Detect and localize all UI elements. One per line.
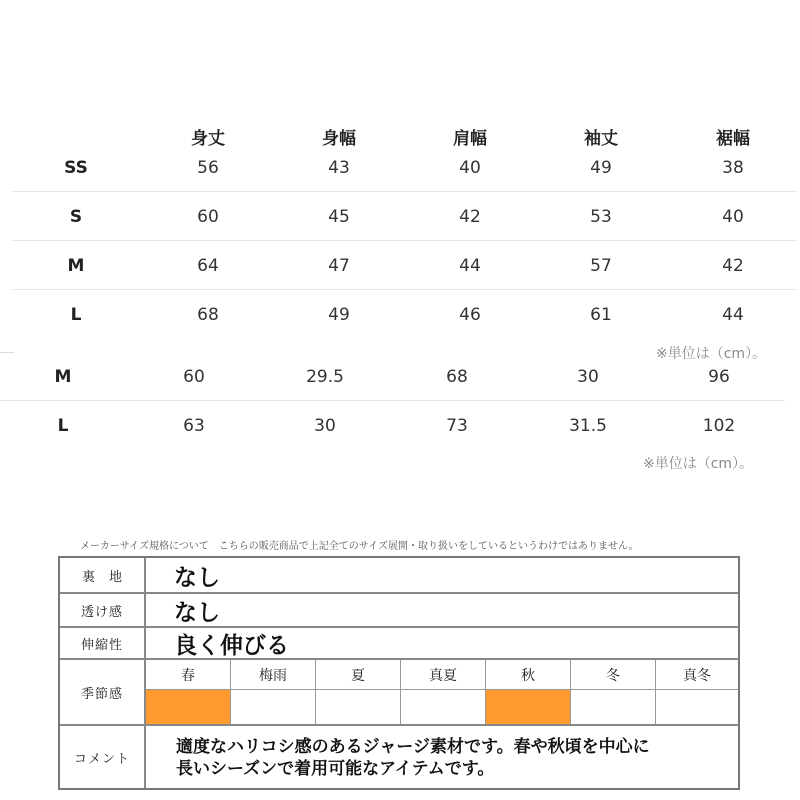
transparency-value: なし (174, 599, 220, 626)
table-cell: 73 (446, 416, 468, 436)
column-header: 袖丈 (584, 129, 618, 149)
unit-note: ※単位は（cm）。 (643, 456, 754, 472)
season-label: 季節感 (60, 660, 146, 724)
size-label: S (69, 207, 83, 227)
table-cell: 68 (197, 305, 219, 325)
table-row (0, 416, 800, 440)
table-cell: 49 (590, 158, 612, 178)
table-cell: 64 (197, 256, 219, 276)
table-cell: 56 (197, 158, 219, 178)
spec-box (58, 556, 740, 790)
row-divider (0, 352, 14, 353)
maker-size-note: メーカーサイズ規格について こちらの販売商品で上記全てのサイズ展開・取り扱いをしているというわけではありません。 (80, 541, 639, 552)
season-indicator (571, 690, 656, 724)
table-cell: 57 (590, 256, 612, 276)
table-row (0, 207, 800, 231)
comment-line: 適度なハリコシ感のあるジャージ素材です。春や秋頃を中心に (176, 737, 650, 757)
table-cell: 42 (722, 256, 744, 276)
season-indicator (401, 690, 486, 724)
table-row (0, 158, 800, 182)
size-label: SS (64, 158, 88, 178)
table-cell: 30 (577, 367, 599, 387)
season-autumn: 秋 (486, 660, 571, 690)
column-header: 身幅 (322, 129, 356, 149)
table-cell: 40 (459, 158, 481, 178)
table-cell: 40 (722, 207, 744, 227)
table-cell: 46 (459, 305, 481, 325)
stretch-value: 良く伸びる (174, 632, 289, 659)
table-cell: 53 (590, 207, 612, 227)
stretch-label: 伸縮性 (60, 628, 146, 658)
table-cell: 102 (702, 416, 736, 436)
comment-label: コメント (60, 726, 146, 788)
unit-note: ※単位は（cm）。 (656, 346, 767, 362)
table-cell: 38 (722, 158, 744, 178)
row-divider (12, 240, 797, 241)
season-midsummer: 真夏 (401, 660, 486, 690)
table-cell: 30 (314, 416, 336, 436)
table-cell: 63 (183, 416, 205, 436)
size-label: M (54, 367, 72, 387)
season-winter: 冬 (571, 660, 656, 690)
size-table-header (0, 124, 800, 148)
table-cell: 29.5 (306, 367, 344, 387)
season-midwinter: 真冬 (656, 660, 738, 690)
row-divider (12, 289, 797, 290)
table-cell: 60 (197, 207, 219, 227)
table-cell: 42 (459, 207, 481, 227)
table-cell: 43 (328, 158, 350, 178)
table-cell: 96 (708, 367, 730, 387)
table-cell: 60 (183, 367, 205, 387)
column-header: 裾幅 (716, 129, 750, 149)
season-summer: 夏 (316, 660, 401, 690)
row-divider (12, 191, 797, 192)
size-label: L (57, 416, 69, 436)
column-header: 肩幅 (453, 129, 487, 149)
table-cell: 47 (328, 256, 350, 276)
season-indicator (231, 690, 316, 724)
season-indicator (486, 690, 571, 724)
table-cell: 45 (328, 207, 350, 227)
table-cell: 49 (328, 305, 350, 325)
season-indicator (316, 690, 401, 724)
table-row (0, 256, 800, 280)
comment-text (146, 726, 738, 788)
size-label: L (70, 305, 82, 325)
transparency-label: 透け感 (60, 594, 146, 626)
comment-line: 長いシーズンで着用可能なアイテムです。 (176, 759, 495, 779)
table-cell: 68 (446, 367, 468, 387)
season-rainy: 梅雨 (231, 660, 316, 690)
table-cell: 44 (722, 305, 744, 325)
lining-value: なし (174, 564, 220, 591)
season-indicator (656, 690, 738, 724)
table-cell: 61 (590, 305, 612, 325)
row-divider (0, 400, 785, 401)
table-row (0, 367, 800, 391)
season-spring: 春 (146, 660, 231, 690)
column-header: 身丈 (191, 129, 225, 149)
table-cell: 31.5 (569, 416, 607, 436)
season-indicator (146, 690, 231, 724)
lining-label: 裏地 (60, 558, 146, 592)
table-cell: 44 (459, 256, 481, 276)
size-label: M (67, 256, 85, 276)
table-row (0, 305, 800, 329)
